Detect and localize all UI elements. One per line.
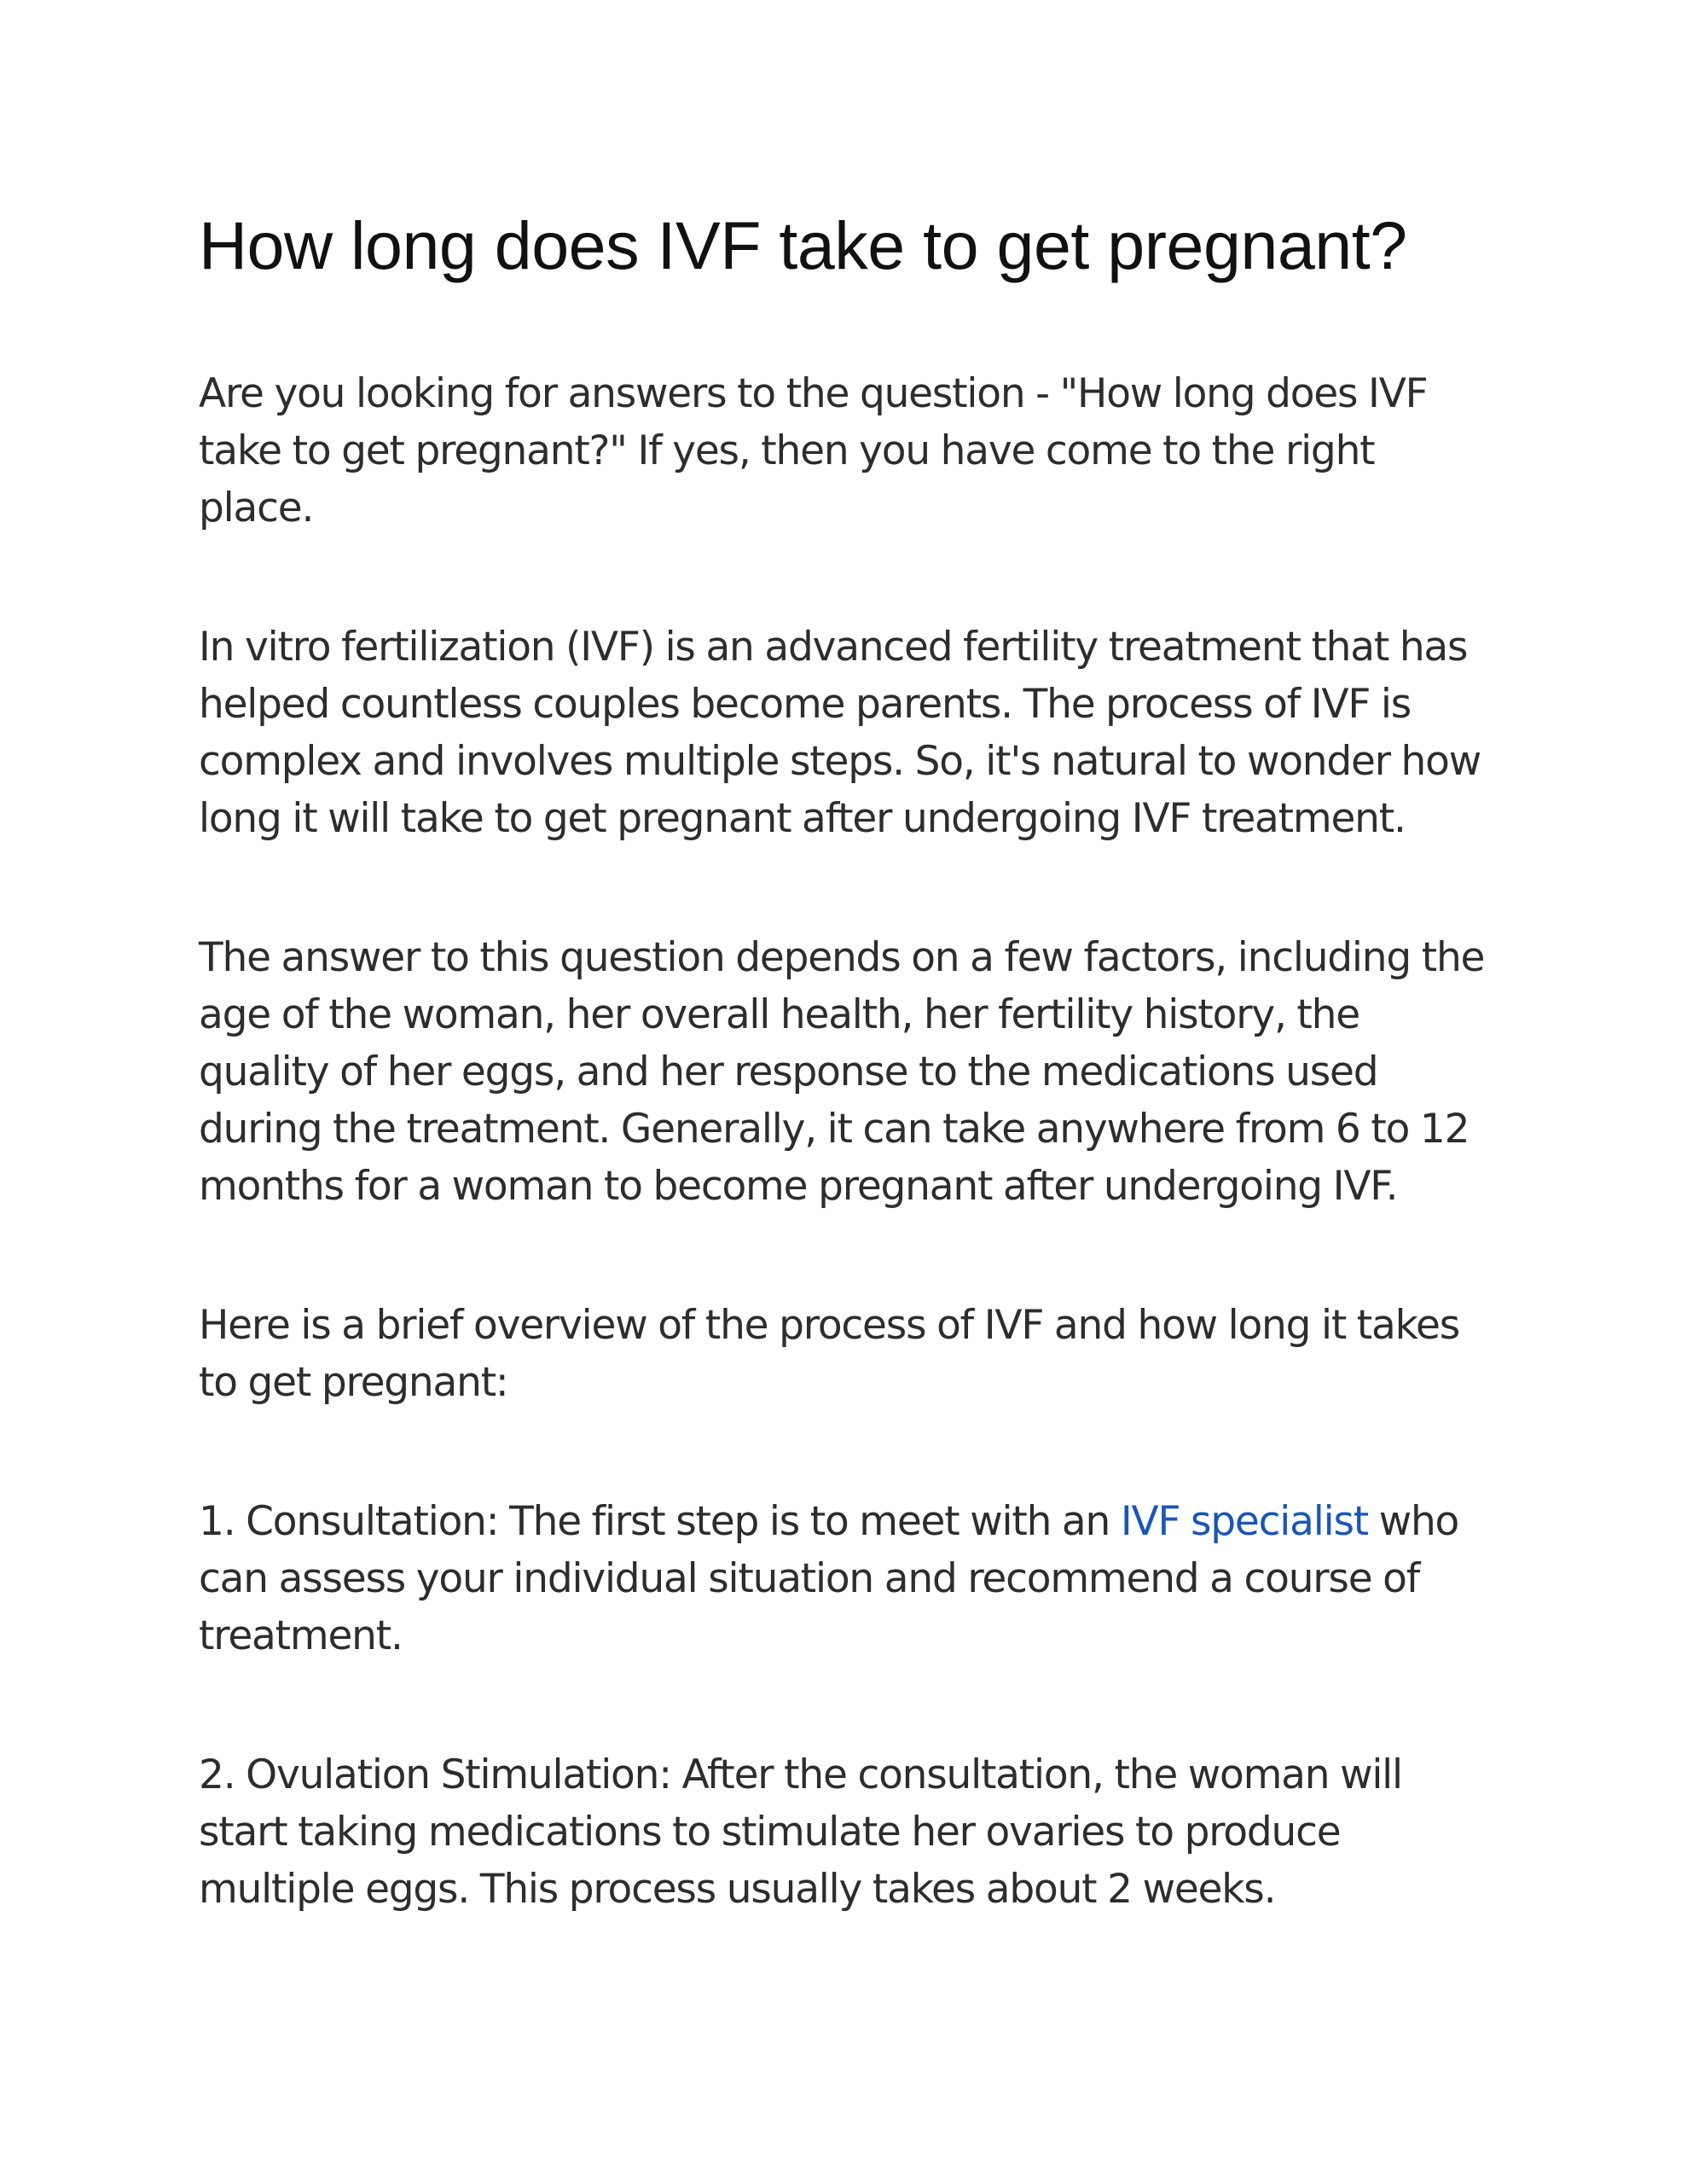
ivf-specialist-link[interactable]: IVF specialist	[1120, 1498, 1368, 1545]
step-consultation-text-before: 1. Consultation: The first step is to meet with an	[199, 1498, 1121, 1545]
ivf-description-paragraph: In vitro fertilization (IVF) is an advanced fertility treatment that has helped countless couples become parents. The process of IVF is complex and involves multiple steps. So, it's natural to wonder how long it will take to get pregnant after undergoing IVF treatment.	[199, 624, 1481, 842]
article-title: How long does IVF take to get pregnant?	[199, 207, 1407, 283]
step-consultation-text-after: who can assess your individual situation and recommend a course of treatment.	[199, 1498, 1459, 1659]
overview-paragraph: Here is a brief overview of the process of IVF and how long it takes to get pregnant:	[199, 1302, 1459, 1406]
intro-paragraph: Are you looking for answers to the question - "How long does IVF take to get pregnant?" If yes, then you have come to the right place.	[199, 370, 1428, 531]
step-consultation	[199, 1493, 1495, 1664]
step-ovulation-stimulation: 2. Ovulation Stimulation: After the consultation, the woman will start taking medications to stimulate her ovaries to produce multiple eggs. This process usually takes about 2 weeks.	[199, 1751, 1402, 1913]
factors-paragraph: The answer to this question depends on a few factors, including the age of the woman, her overall health, her fertility history, the quality of her eggs, and her response to the medications used during the treatment. Generally, it can take anywhere from 6 to 12 months for a woman to become pregnant after undergoing IVF.	[199, 934, 1485, 1210]
document-page	[199, 192, 1495, 1918]
